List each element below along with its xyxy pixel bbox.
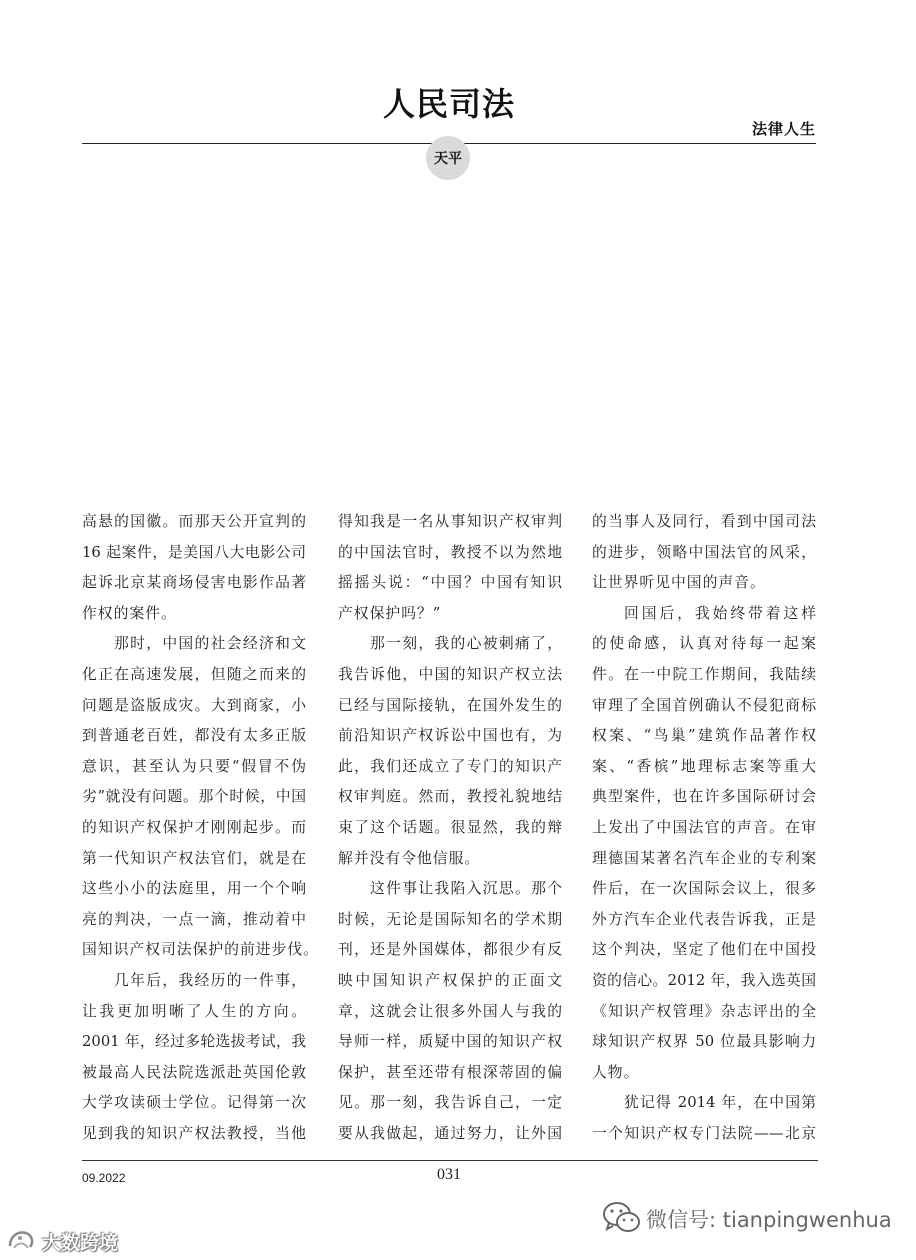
text-line: 束了这个话题。很显然，我的辩 (338, 818, 562, 836)
text-line: 的当事人及同行，看到中国司法 (592, 513, 816, 530)
brand-logo-icon (6, 1228, 36, 1258)
text-line: 理德国某著名汽车企业的专利案 (592, 849, 816, 867)
wechat-watermark (602, 1203, 892, 1237)
text-column (592, 507, 816, 1149)
text-line: 审理了全国首例确认不侵犯商标 (592, 696, 816, 714)
text-line: 我告诉他，中国的知识产权立法 (338, 665, 562, 683)
magazine-title: 人民司法 (382, 85, 515, 123)
text-line: 要从我做起，通过努力，让外国 (338, 1124, 562, 1142)
footer-divider (82, 1160, 818, 1161)
text-line: 见到我的知识产权法教授，当他 (82, 1124, 306, 1142)
text-line: 《知识产权管理》杂志评出的全 (592, 1002, 816, 1020)
author-badge-label: 天平 (434, 151, 462, 167)
text-line: 刊，还是外国媒体，都很少有反 (338, 941, 562, 959)
text-line: 前沿知识产权诉讼中国也有，为 (338, 727, 562, 745)
text-line: 保护，甚至还带有根深蒂固的偏 (338, 1063, 562, 1081)
text-line: 外方汽车企业代表告诉我，正是 (592, 910, 816, 928)
paragraph (592, 1088, 816, 1149)
text-line: 典型案件，也在许多国际研讨会 (592, 788, 816, 806)
text-line: 件。在一中院工作期间，我陆续 (592, 665, 816, 683)
text-line: 映中国知识产权保护的正面文 (338, 971, 562, 989)
text-line: 起诉北京某商场侵害电影作品著 (82, 574, 306, 592)
paragraph (82, 507, 306, 629)
text-line: 时候，无论是国际知名的学术期 (338, 910, 562, 928)
text-line: 几年后，我经历的一件事， (114, 971, 306, 989)
brand-watermark-text: 大数跨境 (42, 1232, 119, 1254)
paragraph (338, 507, 562, 629)
text-line: 劣”就没有问题。那个时候，中国 (82, 788, 306, 806)
text-line: 已经与国际接轨，在国外发生的 (338, 696, 562, 714)
text-line: 的使命感，认真对待每一起案 (592, 635, 816, 653)
wechat-icon (602, 1201, 642, 1239)
page-number: 031 (437, 1166, 461, 1183)
text-line: 案、“香槟”地理标志案等重大 (592, 757, 816, 775)
text-line: 那时，中国的社会经济和文 (114, 635, 306, 653)
text-line: 权案、“鸟巢”建筑作品著作权 (592, 727, 816, 745)
text-line: 高悬的国徽。而那天公开宣判的 (82, 513, 306, 530)
text-line: 这个判决，坚定了他们在中国投 (592, 941, 816, 959)
text-line: 的知识产权保护才刚刚起步。而 (82, 818, 306, 836)
issue-date: 09.2022 (82, 1171, 126, 1185)
text-line: 的进步，领略中国法官的风采， (592, 543, 816, 561)
text-line: 这些小小的法庭里，用一个个响 (82, 880, 306, 898)
text-line: 此，我们还成立了专门的知识产 (338, 757, 562, 775)
text-line: 让世界听见中国的声音。 (592, 574, 766, 592)
paragraph (82, 966, 306, 1150)
paragraph (338, 629, 562, 874)
paragraph (592, 599, 816, 1089)
text-line: 回国后，我始终带着这样 (624, 604, 816, 622)
text-line: 件后，在一次国际会议上，很多 (592, 880, 816, 898)
text-column (82, 507, 319, 1149)
wechat-watermark-text: 微信号: tianpingwenhua (646, 1208, 892, 1232)
text-line: 意识，甚至认为只要“假冒不伪 (82, 757, 306, 775)
text-line: 摇摇头说：“中国？中国有知识 (338, 574, 562, 592)
text-line: 问题是盗版成灾。大到商家，小 (82, 696, 306, 714)
text-line: 的中国法官时，教授不以为然地 (338, 543, 562, 561)
paragraph (592, 507, 816, 599)
text-line: 章，这就会让很多外国人与我的 (338, 1002, 562, 1020)
author-badge (426, 136, 470, 180)
text-line: 大学攻读硕士学位。记得第一次 (82, 1094, 306, 1112)
text-column (338, 507, 562, 1149)
text-line: 到普通老百姓，都没有太多正版 (82, 727, 306, 745)
text-line: 一个知识产权专门法院——北京 (592, 1124, 816, 1142)
text-line: 球知识产权界 50 位最具影响力 (592, 1033, 816, 1051)
text-line: 人物。 (592, 1063, 640, 1081)
brand-watermark (6, 1229, 118, 1257)
text-line: 产权保护吗？” (338, 604, 442, 622)
text-line: 16 起案件，是美国八大电影公司 (82, 543, 306, 561)
text-line: 让我更加明晰了人生的方向。 (82, 1002, 306, 1020)
text-line: 上发出了中国法官的声音。在审 (592, 818, 816, 836)
paragraph (338, 874, 562, 1149)
text-line: 第一代知识产权法官们，就是在 (82, 849, 306, 867)
text-line: 资的信心。2012 年，我入选英国 (592, 971, 816, 989)
text-line: 这件事让我陷入沉思。那个 (370, 880, 562, 898)
text-line: 得知我是一名从事知识产权审判 (338, 513, 562, 530)
text-line: 那一刻，我的心被刺痛了， (370, 635, 562, 653)
text-line: 化正在高速发展，但随之而来的 (82, 665, 306, 683)
text-line: 国知识产权司法保护的前进步伐。 (82, 941, 319, 959)
text-line: 见。那一刻，我告诉自己，一定 (338, 1094, 562, 1112)
text-line: 权审判庭。然而，教授礼貌地结 (338, 788, 562, 806)
section-label: 法律人生 (751, 120, 816, 138)
text-line: 解并没有令他信服。 (338, 849, 481, 867)
text-line: 作权的案件。 (82, 604, 177, 622)
text-line: 被最高人民法院选派赴英国伦敦 (82, 1063, 306, 1081)
text-line: 犹记得 2014 年，在中国第 (624, 1094, 816, 1112)
paragraph (82, 629, 319, 966)
text-line: 2001 年，经过多轮选拔考试，我 (82, 1033, 306, 1051)
text-line: 导师一样，质疑中国的知识产权 (338, 1033, 562, 1051)
text-line: 亮的判决，一点一滴，推动着中 (82, 910, 306, 928)
